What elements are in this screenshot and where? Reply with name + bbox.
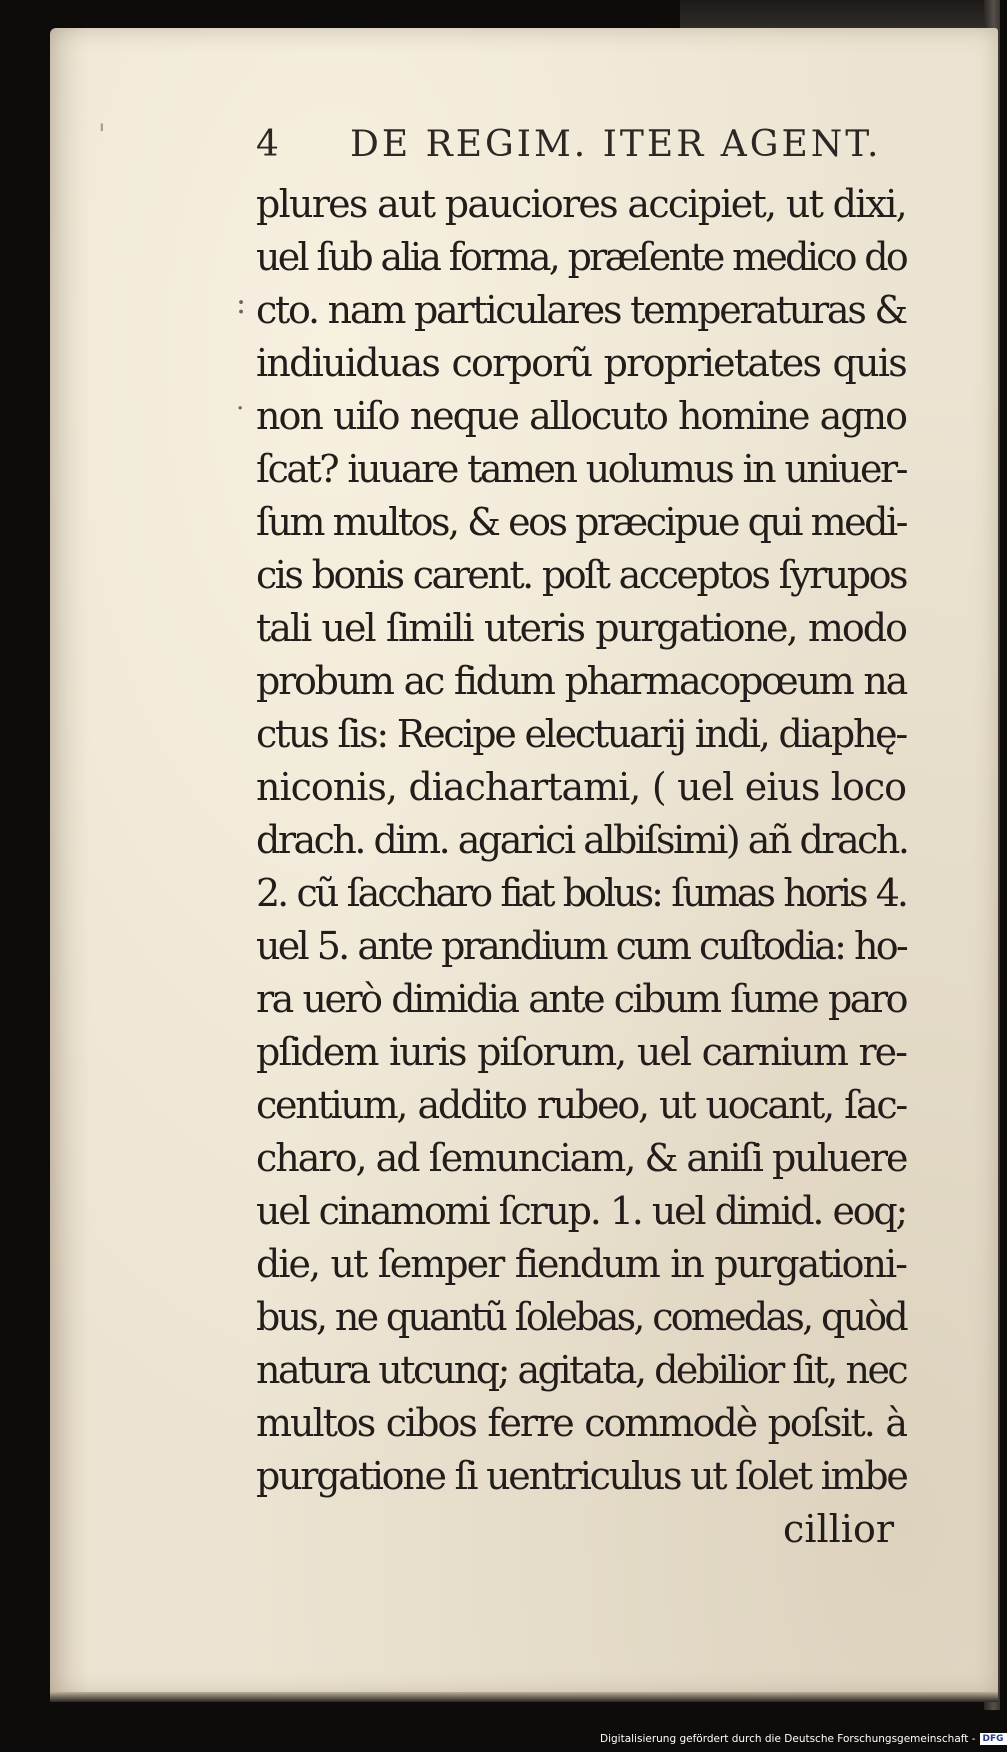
text-line: uel ſub alia forma, præſente medico do [256, 235, 906, 279]
text-line: 2. cũ ſaccharo fiat bolus: ſumas horis 4. [256, 871, 906, 915]
catchword: cillior [783, 1507, 894, 1551]
text-line: uel 5. ante prandium cum cuſtodia: ho- [256, 924, 906, 968]
margin-mark: . [236, 386, 245, 416]
text-line: ctus ſis: Recipe electuarij indi, diaphę- [256, 712, 906, 756]
text-line: tali uel ſimili uteris purgatione, modo [256, 606, 906, 650]
text-line: plures aut pauciores accipiet, ut dixi, [256, 182, 906, 226]
dfg-logo: DFG [980, 1733, 1007, 1745]
page-number: 4 [256, 124, 282, 165]
page-edge [50, 1692, 998, 1702]
text-line: ra uerò dimidia ante cibum ſume paro [256, 977, 906, 1021]
text-line: charo, ad ſemunciam, & aniſi puluere [256, 1136, 907, 1180]
text-line: multos cibos ferre commodè poſsit. à [256, 1401, 906, 1445]
footer-text: Digitalisierung gefördert durch die Deutsche Forschungsgemeinschaft - [600, 1733, 976, 1745]
text-line: bus, ne quantũ ſolebas, comedas, quòd [256, 1295, 906, 1339]
text-line: ſcat? iuuare tamen uolumus in uniuer- [256, 447, 906, 491]
text-line: ſum multos, & eos præcipue qui medi- [256, 500, 906, 544]
footer-credit [600, 1731, 1004, 1747]
text-line: cto. nam particulares temperaturas & [256, 288, 906, 332]
text-line: non uiſo neque allocuto homine agno [256, 394, 906, 438]
text-line: uel cinamomi ſcrup. 1. uel dimid. eoq; [256, 1189, 906, 1233]
running-head: DE REGIM. ITER AGENT. [350, 124, 882, 165]
text-line: indiuiduas corporũ proprietates quis [256, 341, 906, 385]
margin-mark: : [236, 286, 247, 321]
text-line: drach. dim. agarici albiſsimi) añ drach. [256, 818, 908, 862]
text-line: niconis, diachartami, ( uel eius loco [256, 765, 906, 809]
text-line: die, ut ſemper fiendum in purgationi- [256, 1242, 906, 1286]
body-text [256, 178, 906, 1556]
text-line: probum ac fidum pharmacopœum na [256, 659, 906, 703]
margin-mark-top: ' [98, 118, 106, 151]
text-line: purgatione ſi uentriculus ut ſolet imbe [256, 1454, 907, 1498]
text-line: natura utcunq; agitata, debilior ſit, nec [256, 1348, 907, 1392]
text-line: cis bonis carent. poſt acceptos ſyrupos [256, 553, 906, 597]
text-line: pſidem iuris piſorum, uel carnium re- [256, 1030, 906, 1074]
text-line: centium, addito rubeo, ut uocant, ſac- [256, 1083, 906, 1127]
